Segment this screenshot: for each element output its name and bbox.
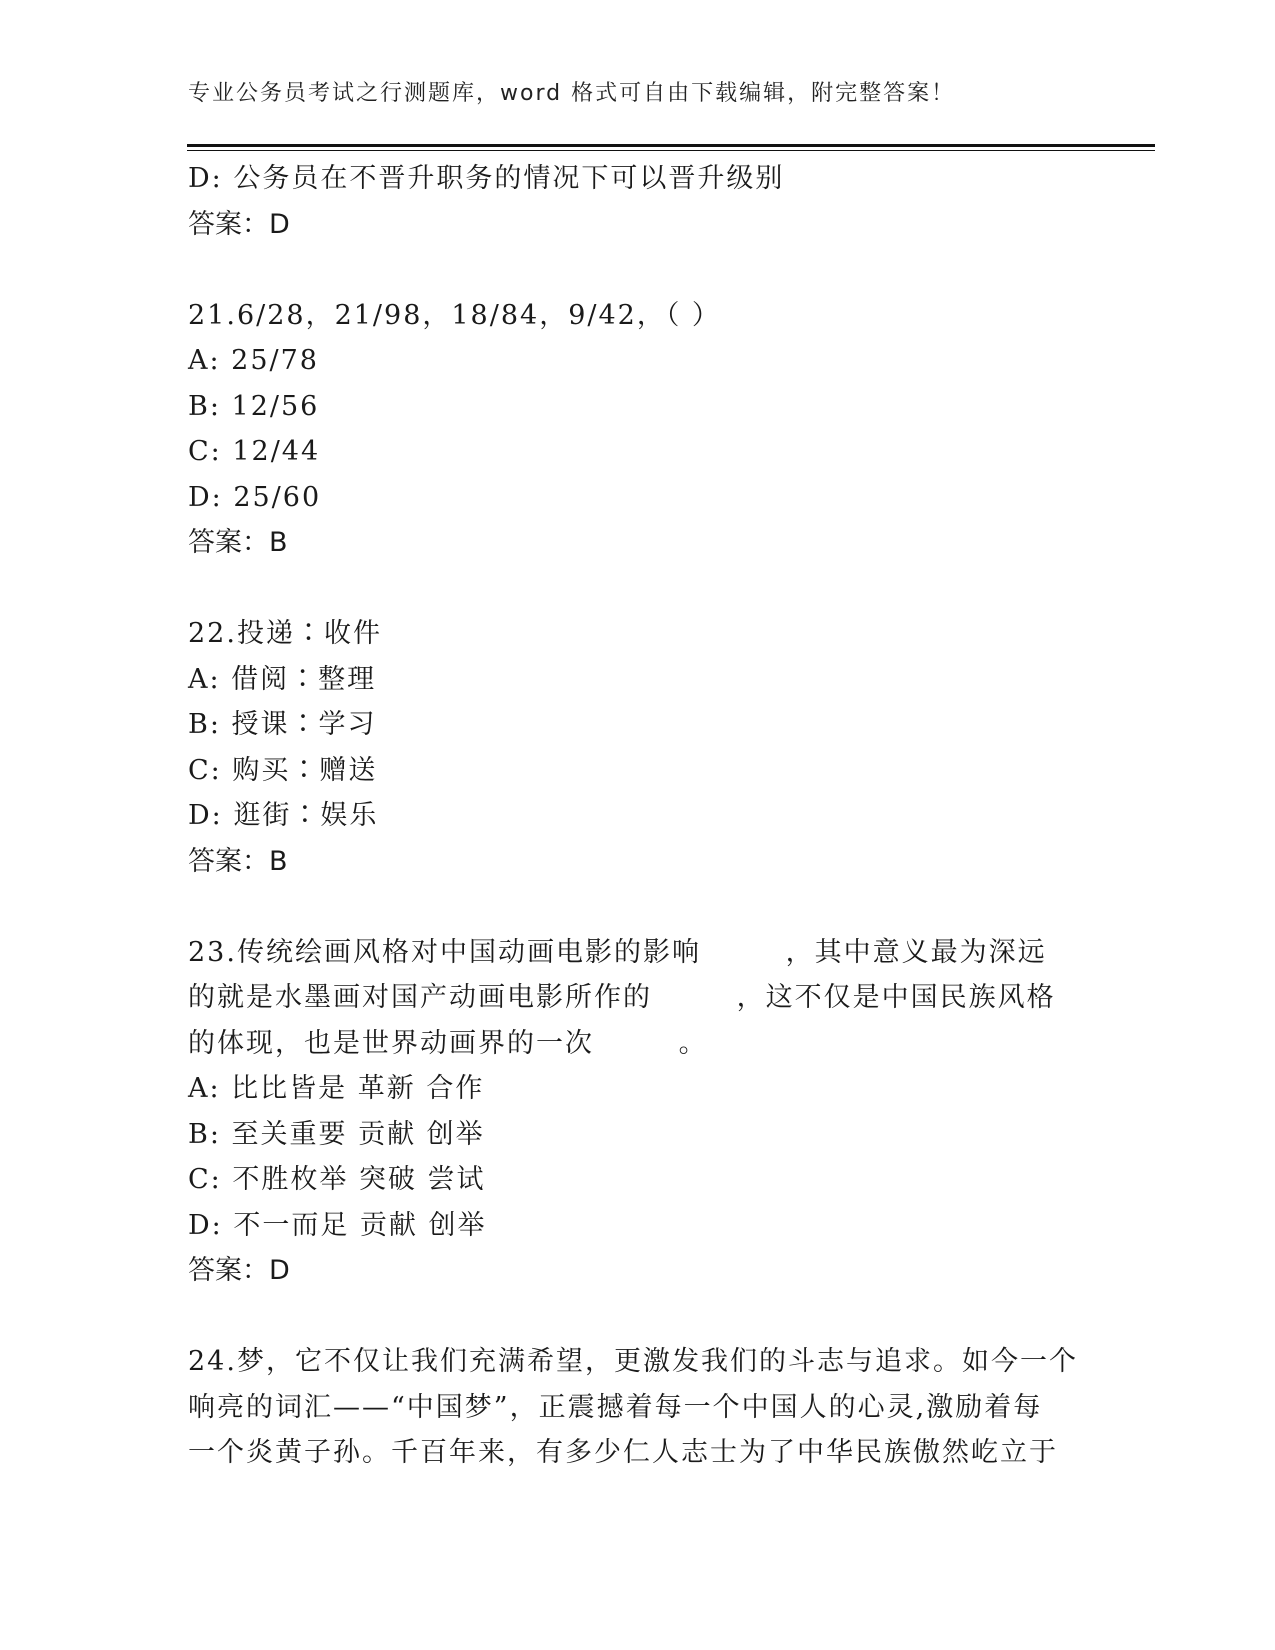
question-content: [188, 156, 1088, 1476]
question-stem: 21.6/28，21/98，18/84，9/42，（ ）: [188, 299, 721, 331]
option-line: C: 12/44: [188, 436, 321, 467]
option-line: D: 逛街∶娱乐: [188, 800, 379, 831]
spacer: [188, 247, 1088, 293]
question-stem: 响亮的词汇——“中国梦”，正震撼着每一个中国人的心灵,激励着每: [188, 1391, 1043, 1423]
answer-line: 答案：B: [188, 845, 288, 877]
option-line: D: 公务员在不晋升职务的情况下可以晋升级别: [188, 163, 785, 194]
spacer: [188, 566, 1088, 612]
option-line: B: 12/56: [188, 390, 320, 422]
question-stem: 23.传统绘画风格对中国动画电影的影响 ，其中意义最为深远: [188, 936, 1047, 968]
question-stem: 的体现，也是世界动画界的一次 。: [188, 1027, 708, 1059]
question-stem: 24.梦，它不仅让我们充满希望，更激发我们的斗志与追求。如今一个: [188, 1346, 1078, 1377]
option-line: A: 比比皆是 革新 合作: [188, 1073, 485, 1104]
option-line: D: 不一而足 贡献 创举: [188, 1209, 487, 1241]
option-line: C: 不胜枚举 突破 尝试: [188, 1164, 486, 1195]
question-stem: 一个炎黄子孙。千百年来，有多少仁人志士为了中华民族傲然屹立于: [188, 1437, 1058, 1468]
header-rule-thick: [187, 144, 1155, 147]
header-rule-thin: [187, 150, 1155, 151]
answer-line: 答案：D: [188, 208, 290, 240]
option-line: D: 25/60: [188, 481, 322, 513]
spacer: [188, 1294, 1088, 1340]
option-line: C: 购买∶赠送: [188, 754, 378, 786]
question-stem: 22.投递∶收件: [188, 618, 382, 649]
spacer: [188, 884, 1088, 930]
question-stem: 的就是水墨画对国产动画电影所作的 ，这不仅是中国民族风格: [188, 982, 1056, 1013]
option-line: A: 借阅∶整理: [188, 663, 377, 695]
answer-line: 答案：B: [188, 527, 288, 558]
page-header: 专业公务员考试之行测题库，word 格式可自由下载编辑，附完整答案！: [188, 81, 956, 106]
option-line: A: 25/78: [188, 345, 319, 376]
option-line: B: 授课∶学习: [188, 709, 377, 740]
option-line: B: 至关重要 贡献 创举: [188, 1118, 485, 1150]
answer-line: 答案：D: [188, 1255, 290, 1286]
